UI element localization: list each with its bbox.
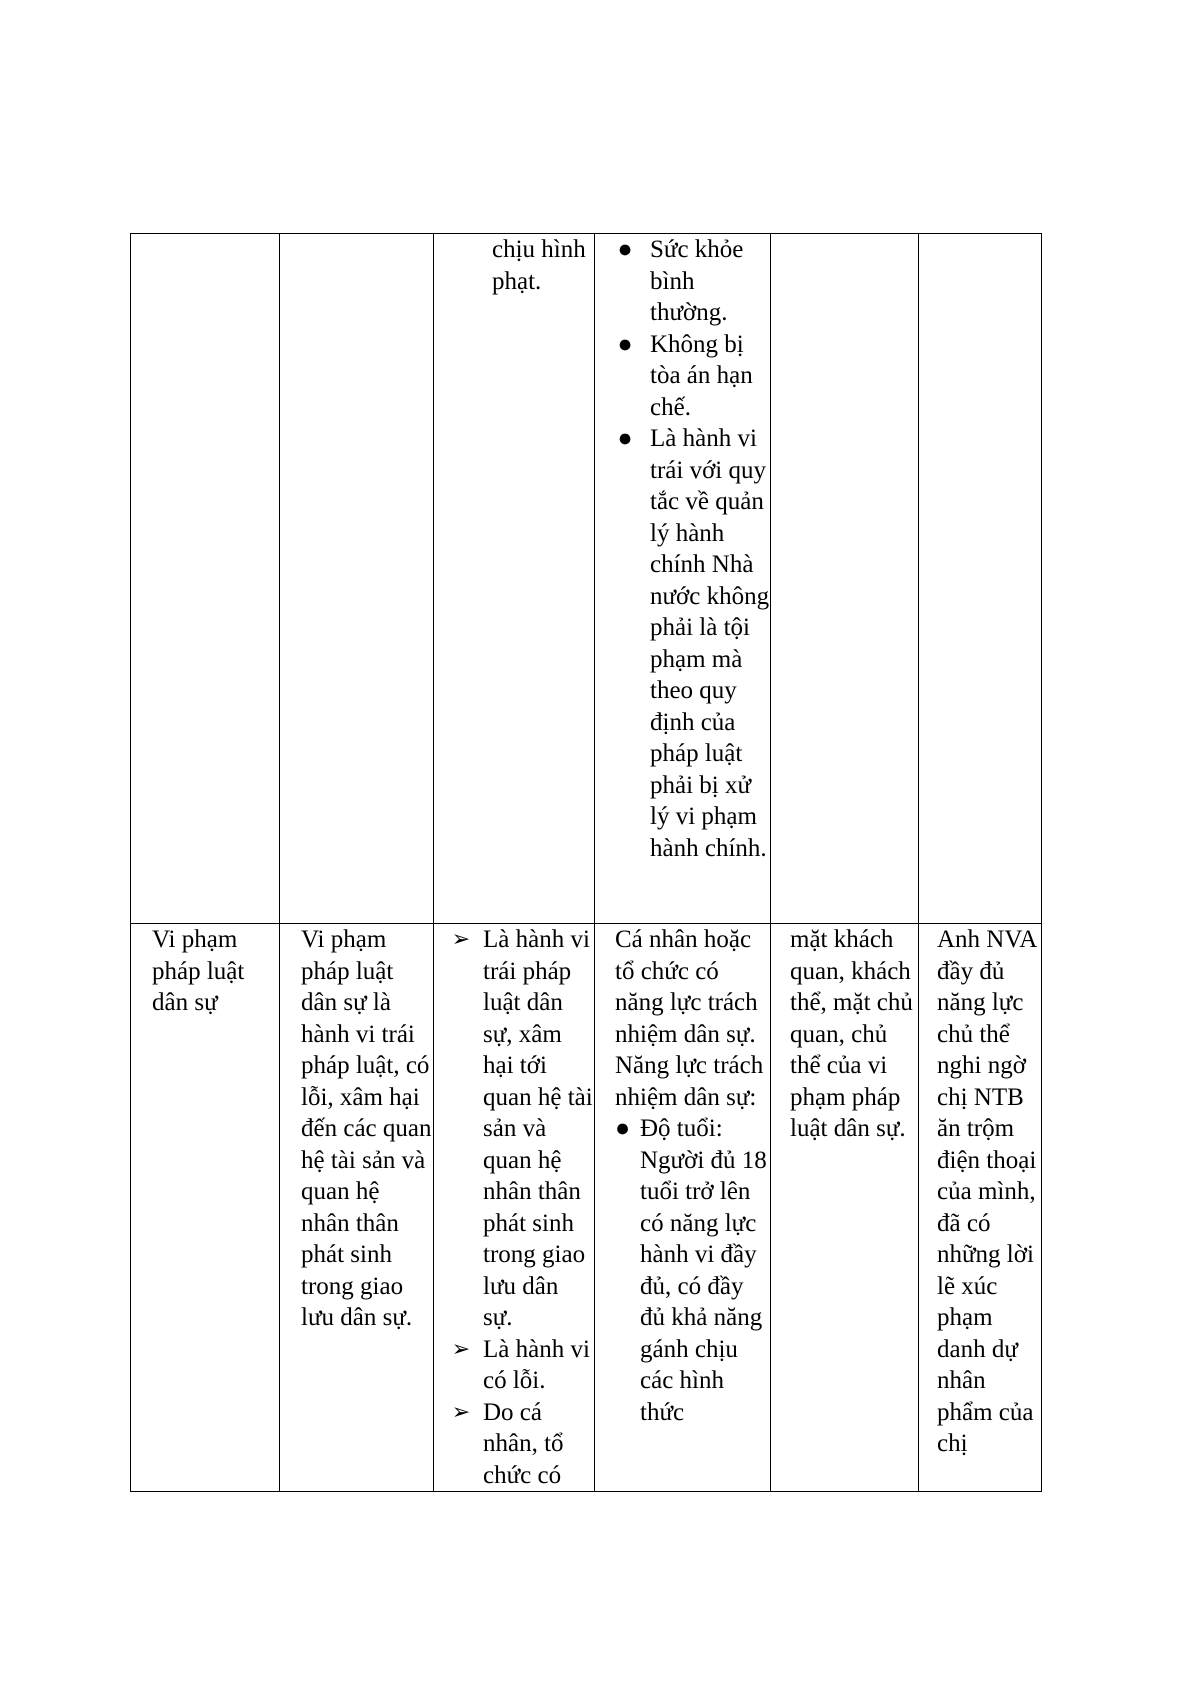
- table-row: [131, 924, 1042, 1492]
- list-item: ● Không bị tòa án hạn chế.: [595, 329, 770, 424]
- list-item: ● Độ tuổi: Người đủ 18 tuổi trở lên có năng lực hành vi đầy đủ, có đầy đủ khả năng gánh chịu các hình thức: [615, 1115, 767, 1426]
- arrow-bullet-icon: ➢: [451, 1399, 471, 1425]
- bullet-dot-icon: ●: [617, 330, 633, 358]
- table-row: [131, 234, 1042, 924]
- violation-definition: Vi phạm pháp luật dân sự là hành vi trái pháp luật, có lỗi, xâm hại đến các quan hệ tài sản và quan hệ nhân thân phát sinh trong giao lưu dân sự.: [301, 926, 432, 1331]
- violation-subject: [595, 924, 770, 1428]
- table-cell: [595, 234, 771, 924]
- table-cell: [280, 234, 434, 924]
- bullet-list: [595, 234, 770, 864]
- table-cell: [434, 924, 595, 1492]
- violation-structure: mặt khách quan, khách thể, mặt chủ quan, chủ thể của vi phạm pháp luật dân sự.: [790, 926, 913, 1142]
- table-cell: [595, 924, 771, 1492]
- bullet-dot-icon: ●: [617, 236, 633, 263]
- violation-example: Anh NVA đầy đủ năng lực chủ thể nghi ngờ chị NTB ăn trộm điện thoại của mình, đã có những lời lẽ xúc phạm danh dự nhân phẩm của chị: [937, 926, 1037, 1457]
- table-cell: [434, 234, 595, 924]
- list-item: ● Sức khỏe bình thường.: [595, 234, 770, 329]
- subject-capacity: Năng lực trách nhiệm dân sự:: [615, 1052, 764, 1111]
- subject-intro: Cá nhân hoặc tổ chức có năng lực trách nhiệm dân sự.: [615, 926, 758, 1048]
- law-violation-table: [130, 233, 1042, 1492]
- table-cell: [919, 924, 1042, 1492]
- bullet-dot-icon: ●: [617, 425, 633, 452]
- bullet-dot-icon: ●: [615, 1115, 631, 1142]
- arrow-bullet-icon: ➢: [451, 1336, 471, 1362]
- table-cell: [131, 234, 280, 924]
- table-cell: [131, 924, 280, 1492]
- table-cell: [771, 924, 919, 1492]
- arrow-bullet-icon: ➢: [451, 927, 471, 952]
- list-item: ➢ Là hành vi có lỗi.: [451, 1335, 590, 1394]
- continued-text: chịu hình phạt.: [492, 236, 586, 295]
- table-cell: [771, 234, 919, 924]
- list-item: ➢ Là hành vi trái pháp luật dân sự, xâm hại tới quan hệ tài sản và quan hệ nhân thân phát sinh trong giao lưu dân sự.: [451, 926, 593, 1331]
- violation-type: Vi phạm pháp luật dân sự: [152, 926, 245, 1016]
- list-item: ● Là hành vi trái với quy tắc về quản lý hành chính Nhà nước không phải là tội phạm mà theo quy định của pháp luật phải bị xử lý vi phạm hành chính.: [595, 423, 770, 864]
- table-cell: [280, 924, 434, 1492]
- list-item: ➢ Do cá nhân, tổ chức có: [451, 1398, 564, 1489]
- table-cell: [919, 234, 1042, 924]
- signs-list: [434, 924, 594, 1491]
- capacity-list: [615, 1113, 770, 1428]
